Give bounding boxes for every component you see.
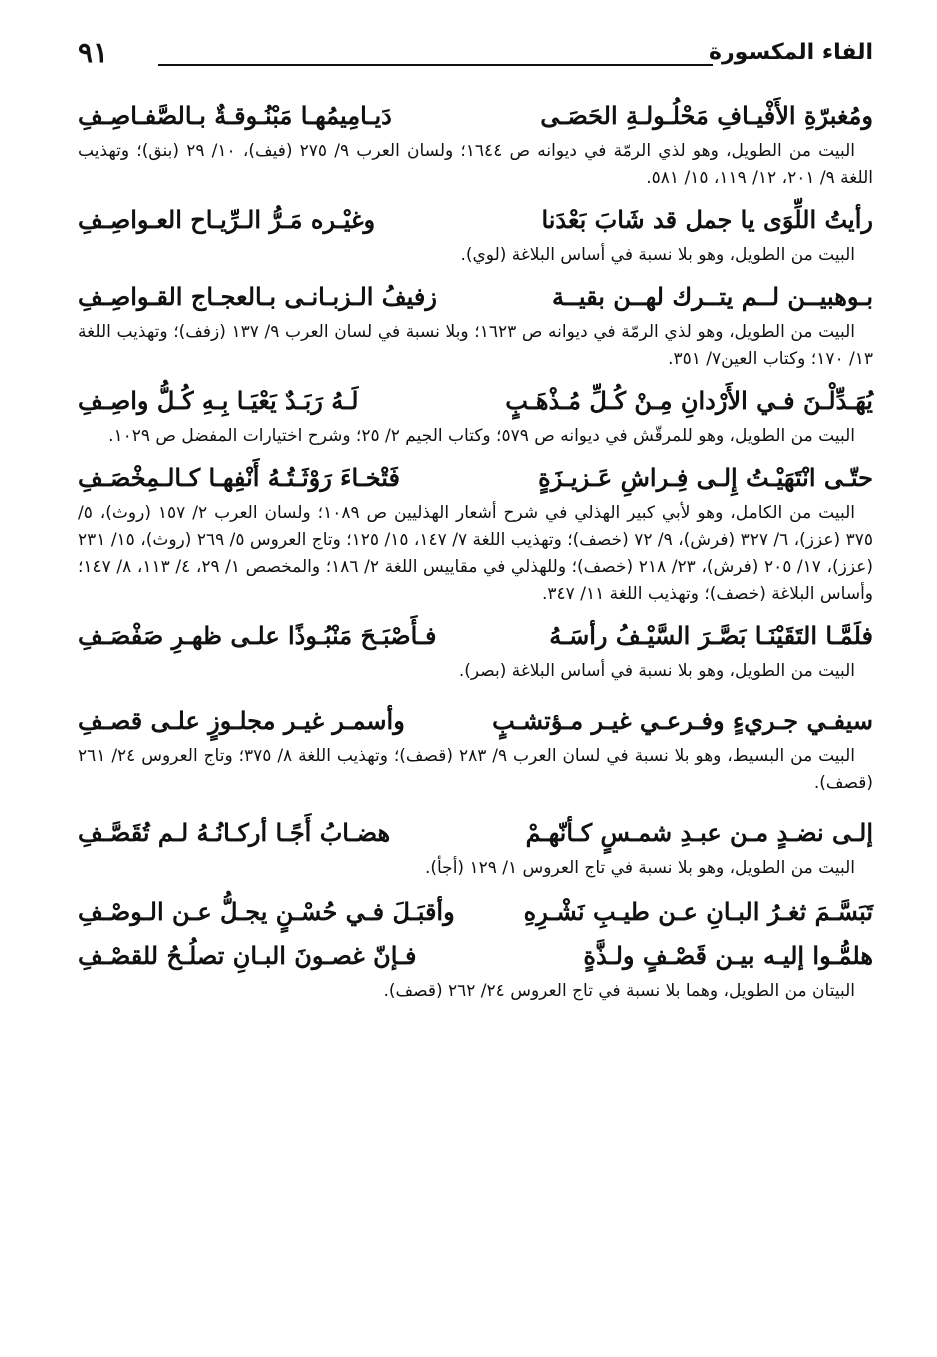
verse-line — [78, 94, 873, 138]
page-header — [78, 34, 873, 74]
first-hemistich: هلمُّـوا إليـه بيـن قَصْـفٍ ولـذَّةٍ — [583, 941, 873, 970]
poem-entry — [78, 198, 873, 269]
first-hemistich: بـوهبيــن لــم يتــرك لهــن بقيــة — [551, 282, 873, 311]
second-hemistich: فـإنّ غصـونَ البـانِ تصلُـحُ للقصْـفِ — [78, 941, 417, 970]
page-number: ٩١ — [78, 36, 109, 69]
second-hemistich: لَـهُ رَبَـدٌ يَعْيَـا بِـهِ كُـلُّ واصِـفِ — [78, 386, 359, 415]
poem-entry — [78, 614, 873, 685]
verse-line — [78, 456, 873, 500]
poem-entry — [78, 811, 873, 882]
poem-entry — [78, 379, 873, 450]
first-hemistich: تَبَسَّـمَ ثغـرُ البـانِ عـن طيـبِ نَشْـرِهِ — [523, 897, 873, 926]
running-title: الفاء المكسورة — [709, 40, 873, 65]
poem-entry — [78, 456, 873, 608]
citation-note: البيت من الكامل، وهو لأبي كبير الهذلي في شرح أشعار الهذليين ص ١٠٨٩؛ ولسان العرب ٢/ ١٥٧ (روث)، ٥/ ٣٧٥ (عزز)، ٦/ ٣٢٧ (فرش)، ٩/ ٧٢ (خصف)؛ وتهذيب اللغة ٧/ ١٤٧، ١٥/ ١٢٥؛ وتاج العروس ٥/ ٢٦٩ (روث)، ١٥/ ٢٣١ (عزز)، ١٧/ ٢٠٥ (فرش)، ٢٣/ ٢١٨ (خصف)؛ وللهذلي في مقاييس اللغة ٢/ ١٨٦؛ والمخصص ١/ ٢٩، ٤/ ١١٣، ٨/ ١٤٧؛ وأساس البلاغة (خصف)؛ وتهذيب اللغة ١١/ ٣٤٧. — [78, 503, 874, 604]
poem-entry — [78, 275, 873, 373]
verse-line — [78, 198, 873, 242]
poem-entry — [78, 94, 873, 192]
first-hemistich: حتّـى انْتَهَيْـتُ إِلـى فِـراشِ عَـزيـزَةٍ — [538, 463, 873, 492]
second-hemistich: هضـابُ أَجًـا أركـانُـهُ لـم تُقَصَّـفِ — [78, 818, 391, 847]
verse-line — [78, 379, 873, 423]
header-rule — [158, 64, 713, 66]
citation-note: البيت من الطويل، وهو بلا نسبة في تاج العروس ١/ ١٢٩ (أجأ). — [424, 858, 855, 878]
second-hemistich: وأسمـر غيـر مجلـوزٍ علـى قصـفِ — [78, 706, 405, 735]
citation-note: البيت من البسيط، وهو بلا نسبة في لسان العرب ٩/ ٢٨٣ (قصف)؛ وتهذيب اللغة ٨/ ٣٧٥؛ وتاج العروس ٢٤/ ٢٦١ (قصف). — [78, 746, 873, 793]
first-hemistich: سيفـي جـريءٍ وفـرعـي غيـر مـؤتشـبٍ — [492, 706, 873, 735]
first-hemistich: ومُغبرّةِ الأَفْيـافِ مَحْلُـولـةِ الحَصَـى — [540, 101, 873, 130]
second-hemistich: فـأَصْبَـحَ مَنْبُـوذًا علـى ظهـرِ صَفْصَـفِ — [78, 621, 437, 650]
first-hemistich: فلَمَّـا التَقَيْنَـا بَصَّـرَ السَّيْـفُ رأسَـهُ — [549, 621, 873, 650]
verse-line — [78, 614, 873, 658]
verse-line — [78, 934, 873, 978]
second-hemistich: فَتْخـاءَ رَوْثَـتُـهُ أَنْفِهـا كـالـمِخْصَـفِ — [78, 463, 400, 492]
verse-line — [78, 275, 873, 319]
verse-line — [78, 699, 873, 743]
citation-note: البيت من الطويل، وهو بلا نسبة في أساس البلاغة (بصر). — [458, 661, 855, 681]
citation-note: البيت من الطويل، وهو لذي الرمّة في ديوانه ص ١٦٤٤؛ ولسان العرب ٩/ ٢٧٥ (فيف)، ١٠/ ٢٩ (بنق)؛ وتهذيب اللغة ٩/ ٢٠١، ١٢/ ١١٩، ١٥/ ٥٨١. — [78, 141, 873, 188]
citation-note: البيت من الطويل، وهو للمرقّش في ديوانه ص ٥٧٩؛ وكتاب الجيم ٢/ ٢٥؛ وشرح اختيارات المفضل ص ١٠٢٩. — [108, 426, 855, 446]
second-hemistich: وأقبَـلَ فـي حُسْـنٍ يجـلُّ عـن الـوصْـفِ — [78, 897, 455, 926]
second-hemistich: دَيـامِيمُهـا مَبْنُـوقـةٌ بـالصَّفـاصِـفِ — [78, 101, 392, 130]
first-hemistich: إلـى نضـدٍ مـن عبـدِ شمـسٍ كـأنّهـمْ — [525, 818, 873, 847]
second-hemistich: زفيفُ الـزبـانـى بـالعجـاج القـواصِـفِ — [78, 282, 437, 311]
first-hemistich: رأيتُ اللِّوَى يا جمل قد شَابَ بَعْدَنا — [541, 205, 873, 234]
verse-line — [78, 890, 873, 934]
poem-entry — [78, 890, 873, 1005]
second-hemistich: وغيْـره مَـرُّ الـرِّيـاح العـواصِـفِ — [78, 205, 376, 234]
poem-entry — [78, 699, 873, 797]
page-content — [78, 94, 873, 1005]
verse-line — [78, 811, 873, 855]
citation-note: البيت من الطويل، وهو بلا نسبة في أساس البلاغة (لوي). — [460, 245, 855, 265]
citation-note: البيت من الطويل، وهو لذي الرمّة في ديوانه ص ١٦٢٣؛ وبلا نسبة في لسان العرب ٩/ ١٣٧ (زفف)؛ وتهذيب اللغة ١٣/ ١٧٠؛ وكتاب العين٧/ ٣٥١. — [78, 322, 873, 369]
first-hemistich: يُهَـدِّلْـنَ فـي الأَرْدانِ مِـنْ كُـلِّ مُـذْهَـبٍ — [505, 386, 873, 415]
citation-note: البيتان من الطويل، وهما بلا نسبة في تاج العروس ٢٤/ ٢٦٢ (قصف). — [383, 981, 855, 1001]
